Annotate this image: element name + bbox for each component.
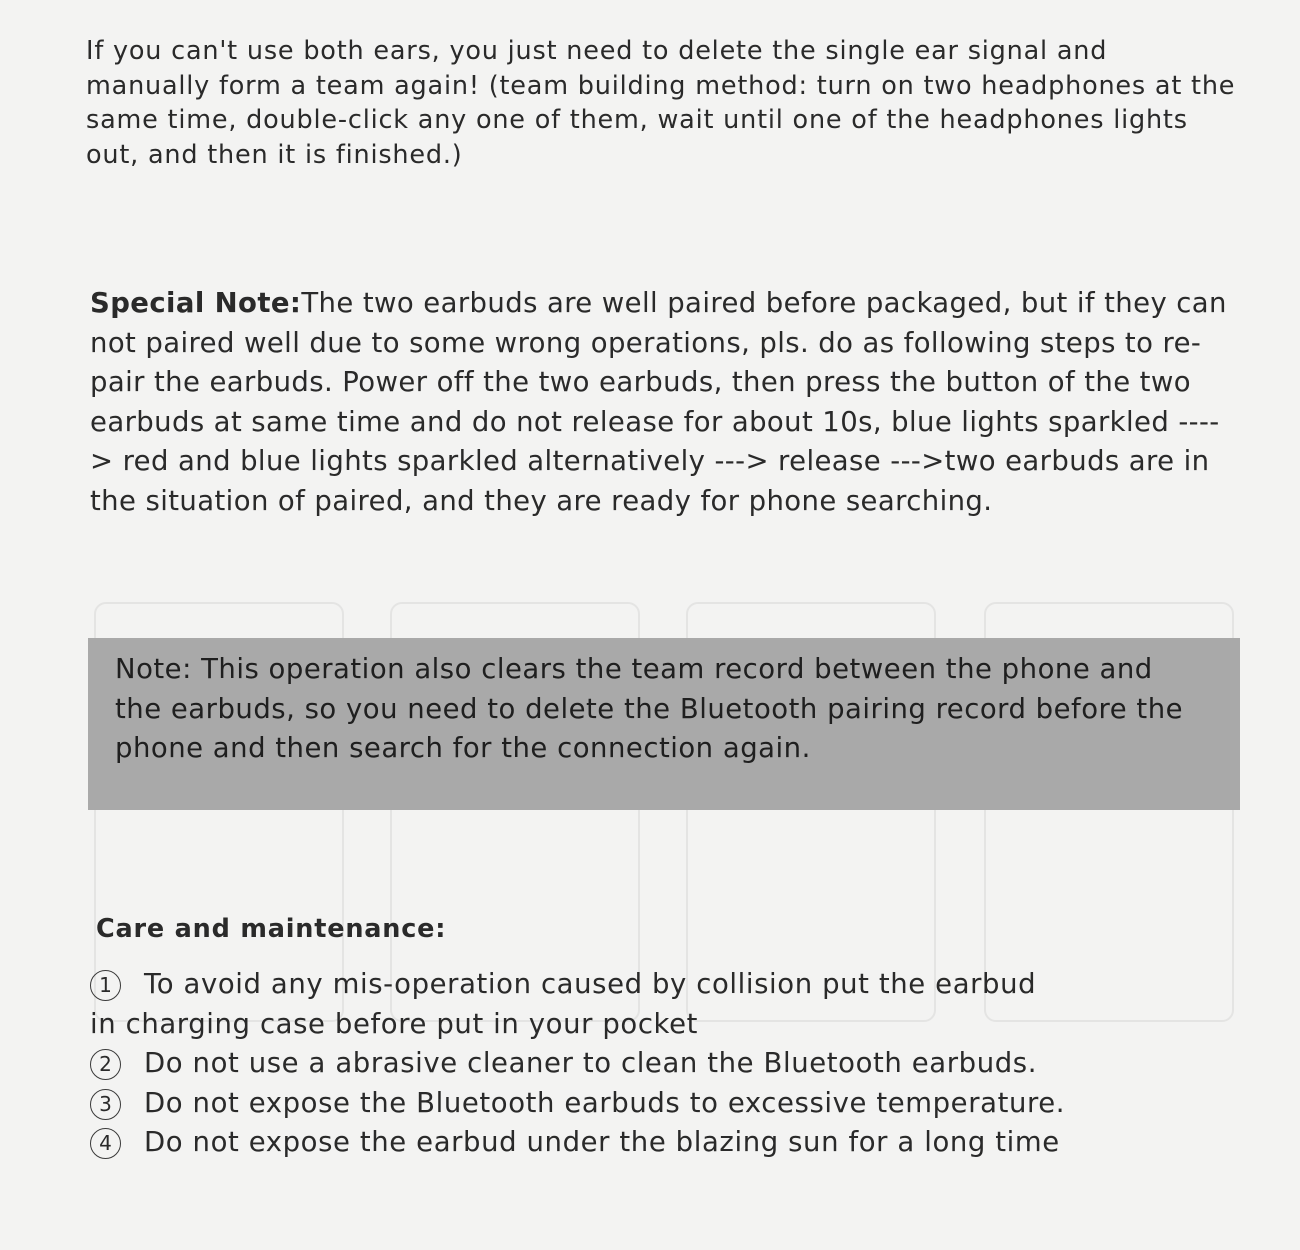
note-box [88,638,1240,810]
care-item-text-continued: in charging case before put in your pocket [90,1007,699,1040]
circled-number: 2 [90,1049,121,1080]
care-item-text: Do not expose the earbud under the blazing sun for a long time [144,1126,1060,1158]
circled-number: 3 [90,1089,121,1120]
care-list [90,965,1250,1163]
care-item-text: Do not use a abrasive cleaner to clean the Bluetooth earbuds. [144,1047,1038,1079]
list-item [90,965,1250,1044]
pairing-paragraph: If you can't use both ears, you just need to delete the single ear signal and manually form a team again! (team building method: turn on two headphones at the same time, double-click any one of them, wait until one of the headphones lights out, and then it is finished.) [86,36,1236,170]
list-item [90,1044,1250,1084]
care-title: Care and maintenance: [96,914,447,944]
special-note-label: Special Note: [90,287,302,319]
special-note-text: The two earbuds are well paired before packaged, but if they can not paired well due to some wrong operations, pls. do as following steps to re-pair the earbuds. Power off the two earbuds, then press the button of the two earbuds at same time and do not release for about 10s, blue lights sparkled ----> red and blue lights sparkled alternatively ---> release --->two earbuds are in the situation of paired, and they are ready for phone searching. [90,287,1227,517]
circled-number: 1 [90,970,121,1001]
care-item-text: Do not expose the Bluetooth earbuds to excessive temperature. [144,1086,1066,1119]
care-item-text: To avoid any mis-operation caused by collision put the earbud [144,968,1037,1000]
circled-number: 4 [90,1128,121,1159]
list-item [90,1084,1250,1124]
list-item [90,1123,1250,1163]
note-text: Note: This operation also clears the team record between the phone and the earbuds, so you need to delete the Bluetooth pairing record before the phone and then search for the connection again. [115,653,1184,764]
special-note [90,284,1240,521]
